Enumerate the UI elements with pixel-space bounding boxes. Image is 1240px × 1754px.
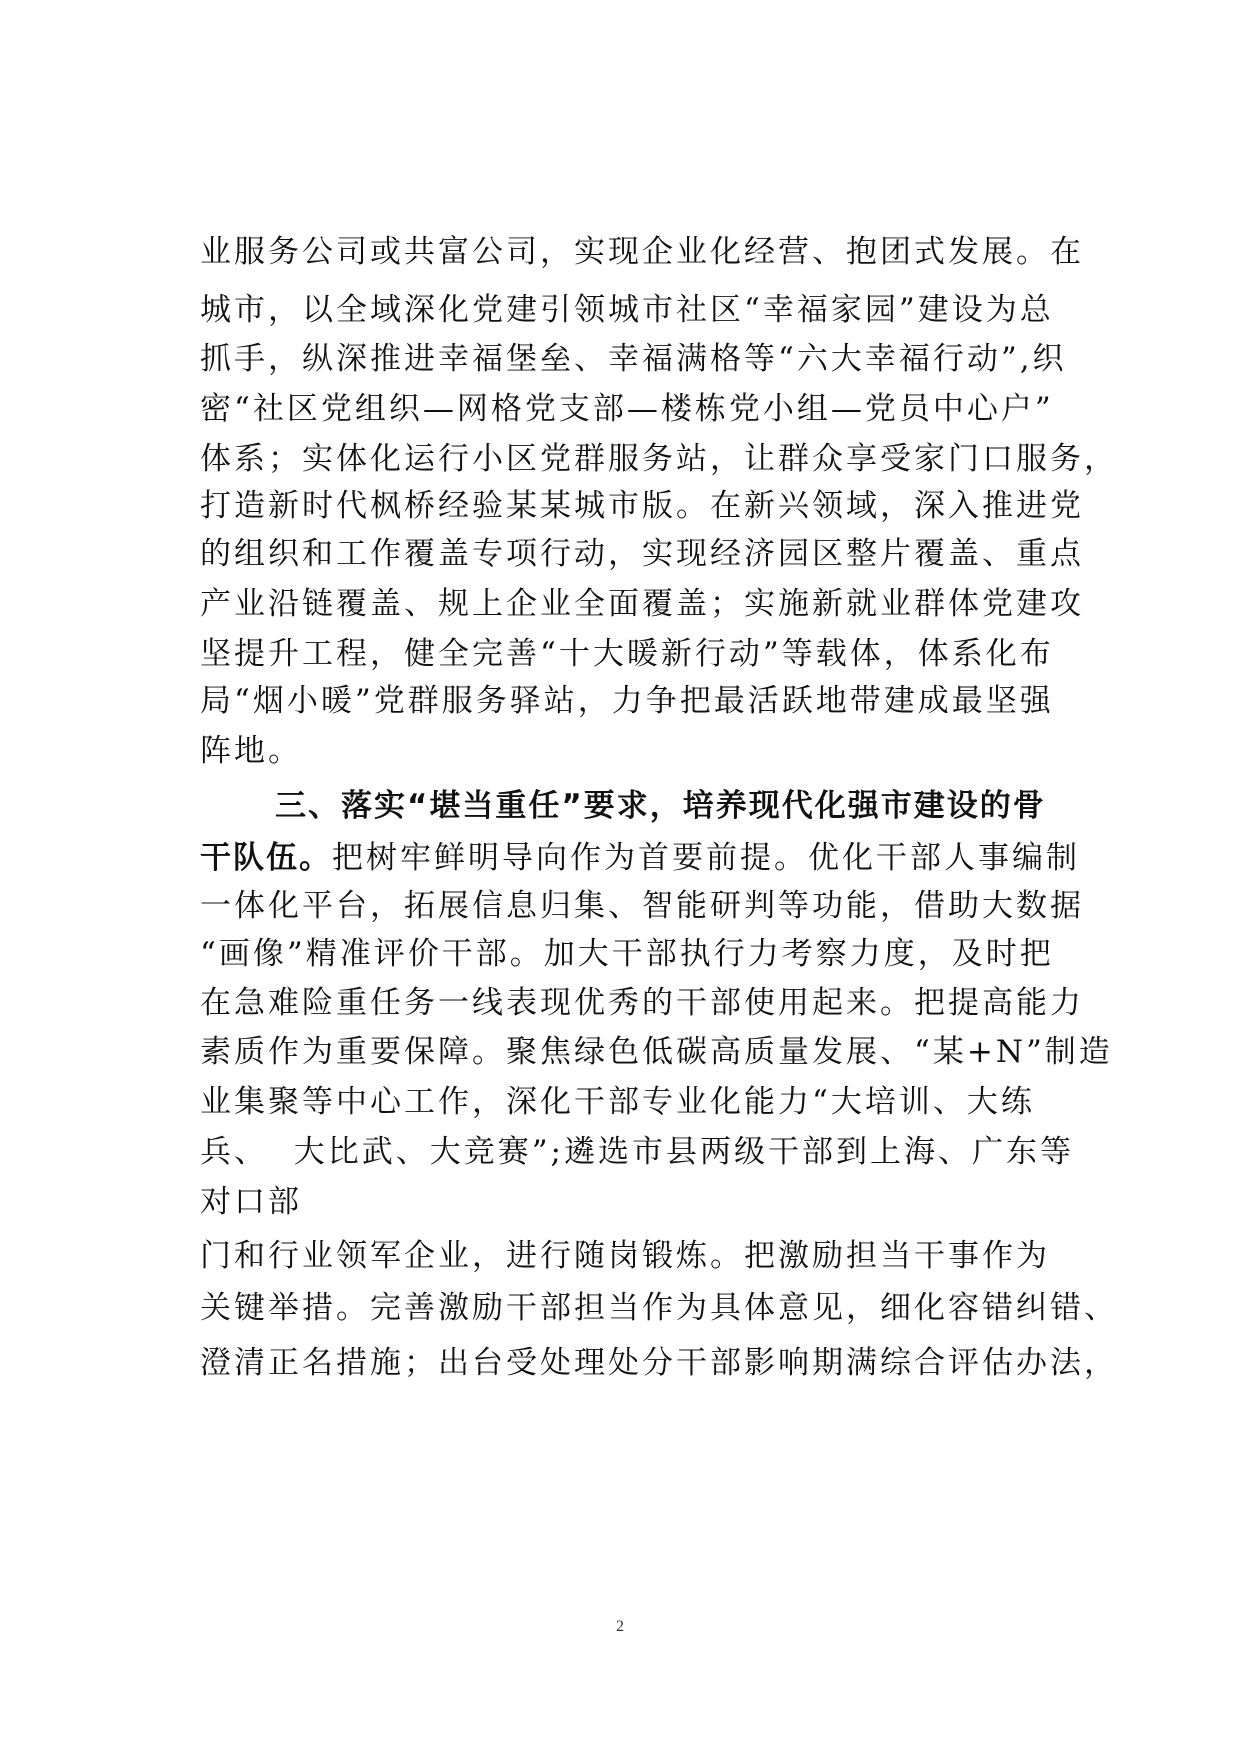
text-line: 阵地。 xyxy=(200,733,302,769)
text-line: 澄清正名措施；出台受处理处分干部影响期满综合评估办法， xyxy=(200,1345,1118,1381)
text-line-segment: 把树牢鲜明导向作为首要前提。优化干部人事编制 xyxy=(332,840,1080,876)
text-line: 关键举措。完善激励干部担当作为具体意见，细化容错纠错、 xyxy=(200,1290,1118,1326)
heading-continuation-line xyxy=(200,838,1080,878)
text-line: 素质作为重要保障。聚焦绿色低碳高质量发展、“某+N”制造 xyxy=(200,1034,1113,1070)
section-heading-tail: 干队伍。 xyxy=(200,840,332,876)
section-heading: 三、落实“堪当重任”要求，培养现代化强市建设的骨 xyxy=(275,788,1046,824)
text-line: 密“社区党组织—网格党支部—楼栋党小组—党员中心户” xyxy=(200,391,1054,427)
text-line: 产业沿链覆盖、规上企业全面覆盖；实施新就业群体党建攻 xyxy=(200,586,1084,622)
text-line: 兵、 大比武、大竞赛”;遴选市县两级干部到上海、广东等 xyxy=(200,1134,1074,1170)
text-line: 坚提升工程，健全完善“十大暖新行动”等载体，体系化布 xyxy=(200,636,1054,672)
text-line: 抓手，纵深推进幸福堡垒、幸福满格等“六大幸福行动”,织 xyxy=(200,341,1067,377)
text-line: 在急难险重任务一线表现优秀的干部使用起来。把提高能力 xyxy=(200,985,1084,1021)
text-line: 业服务公司或共富公司，实现企业化经营、抱团式发展。在 xyxy=(200,234,1084,270)
text-line: 业集聚等中心工作，深化干部专业化能力“大培训、大练 xyxy=(200,1084,1035,1120)
text-line: 的组织和工作覆盖专项行动，实现经济园区整片覆盖、重点 xyxy=(200,536,1084,572)
text-line: 局“烟小暖”党群服务驿站，力争把最活跃地带建成最坚强 xyxy=(200,683,1054,719)
text-line: 体系；实体化运行小区党群服务站，让群众享受家门口服务， xyxy=(200,441,1118,477)
page-number: 2 xyxy=(616,1618,624,1635)
text-line: 打造新时代枫桥经验某某城市版。在新兴领域，深入推进党 xyxy=(200,488,1084,524)
text-line: 门和行业领军企业，进行随岗锻炼。把激励担当干事作为 xyxy=(200,1238,1050,1274)
text-line: 对口部 xyxy=(200,1184,302,1220)
text-line: 城市，以全域深化党建引领城市社区“幸福家园”建设为总 xyxy=(200,292,1054,328)
text-line: “画像”精准评价干部。加大干部执行力考察力度，及时把 xyxy=(200,936,1054,972)
text-line: 一体化平台，拓展信息归集、智能研判等功能，借助大数据 xyxy=(200,888,1084,924)
